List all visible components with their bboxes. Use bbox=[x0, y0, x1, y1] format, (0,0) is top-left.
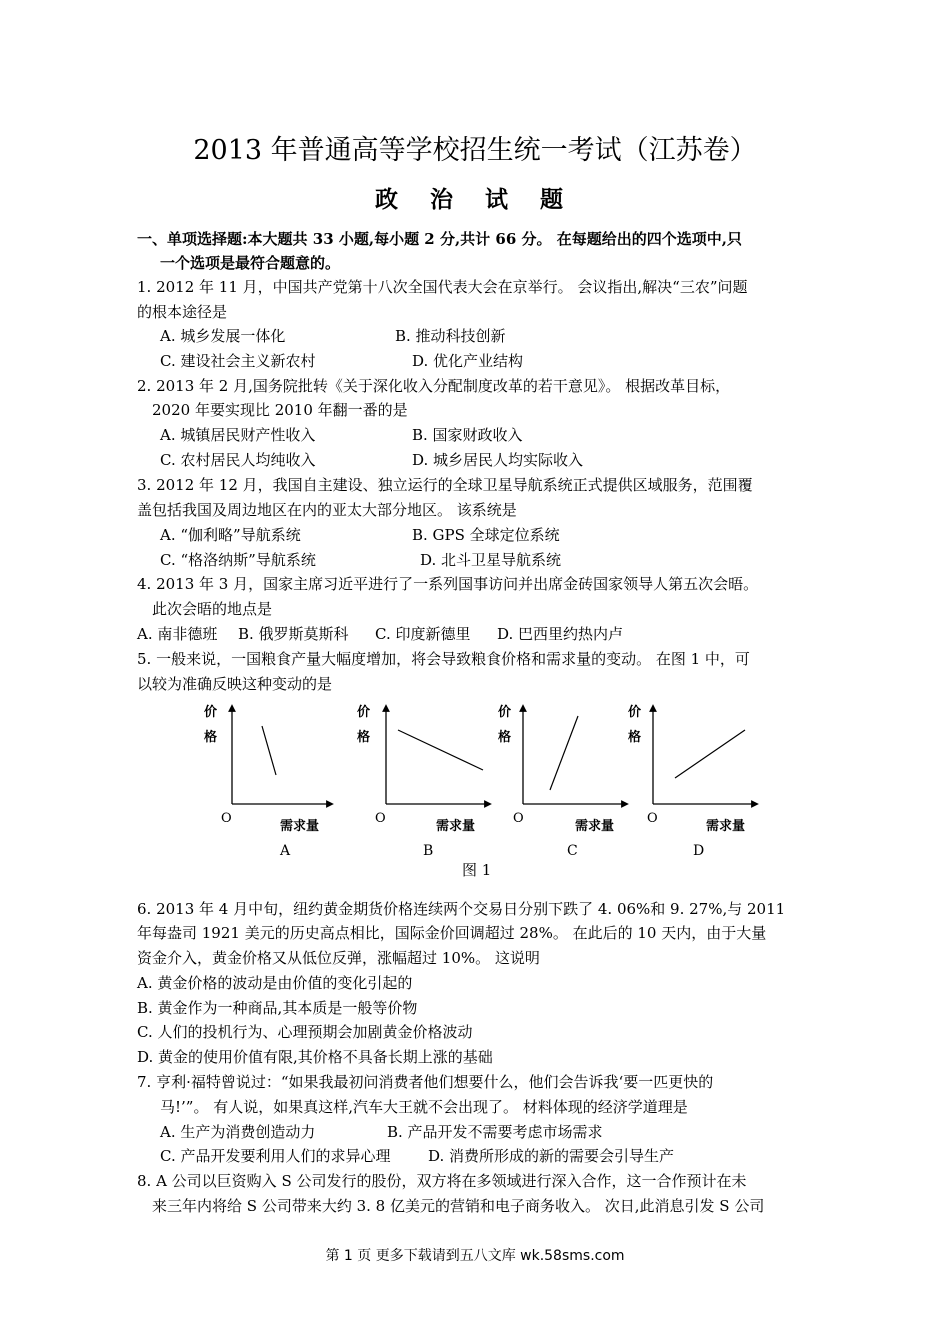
figure-caption: 图 1 bbox=[462, 861, 492, 879]
q2-option-a: A. 城镇居民财产性收入 bbox=[160, 426, 316, 444]
panel-a-curve bbox=[262, 726, 276, 775]
q3-stem: 3. 2012 年 12 月，我国自主建设、独立运行的全球卫星导航系统正式提供区域服务，范围覆 bbox=[137, 476, 753, 494]
panel-d-letter: D bbox=[693, 843, 705, 859]
exam-title: 2013 年普通高等学校招生统一考试（江苏卷） bbox=[193, 135, 757, 166]
q4-option-b: B. 俄罗斯莫斯科 bbox=[238, 625, 349, 643]
q3-option-b: B. GPS 全球定位系统 bbox=[412, 526, 560, 544]
figure-1 bbox=[190, 700, 780, 880]
q8-stem: 8. A 公司以巨资购入 S 公司发行的股份，双方将在多领域进行深入合作，这一合作预计在未 bbox=[137, 1172, 747, 1190]
panel-b-origin: O bbox=[375, 811, 386, 826]
q7-option-b: B. 产品开发不需要考虑市场需求 bbox=[387, 1123, 603, 1141]
q6-option-c: C. 人们的投机行为、心理预期会加剧黄金价格波动 bbox=[137, 1023, 473, 1041]
q1-option-a: A. 城乡发展一体化 bbox=[160, 327, 286, 345]
q6-option-b: B. 黄金作为一种商品,其本质是一般等价物 bbox=[137, 999, 418, 1017]
q6-stem: 6. 2013 年 4 月中旬，纽约黄金期货价格连续两个交易日分别下跌了 4. 06%和 9. 27%,与 2011 bbox=[137, 900, 786, 918]
q1-stem: 1. 2012 年 11 月，中国共产党第十八次全国代表大会在京举行。 会议指出,解决“三农”问题 bbox=[137, 278, 748, 296]
q7-stem-cont: 马!’”。 有人说，如果真这样,汽车大王就不会出现了。 材料体现的经济学道理是 bbox=[160, 1098, 688, 1116]
q3-option-a: A. “伽利略”导航系统 bbox=[160, 526, 301, 544]
q7-option-c: C. 产品开发要利用人们的求异心理 bbox=[160, 1147, 391, 1165]
q3-option-c: C. “格洛纳斯”导航系统 bbox=[160, 551, 316, 569]
q5-stem: 5. 一般来说，一国粮食产量大幅度增加，将会导致粮食价格和需求量的变动。 在图 1 中，可 bbox=[137, 650, 750, 668]
panel-b-y-label-1: 价 bbox=[357, 705, 371, 720]
q1-option-c: C. 建设社会主义新农村 bbox=[160, 352, 316, 370]
q4-option-a: A. 南非德班 bbox=[137, 625, 218, 643]
q4-stem-cont: 此次会晤的地点是 bbox=[152, 600, 273, 618]
exam-subtitle: 政 治 试 题 bbox=[374, 186, 576, 213]
q2-option-c: C. 农村居民人均纯收入 bbox=[160, 451, 316, 469]
q1-option-b: B. 推动科技创新 bbox=[395, 327, 506, 345]
panel-c-y-label-1: 价 bbox=[498, 705, 512, 720]
q3-stem-cont: 盖包括我国及周边地区在内的亚太大部分地区。 该系统是 bbox=[137, 501, 517, 519]
panel-a-letter: A bbox=[280, 843, 291, 859]
panel-d-x-label: 需求量 bbox=[706, 819, 746, 834]
panel-b-letter: B bbox=[423, 843, 434, 859]
page-footer: 第 1 页 更多下载请到五八文库 wk.58sms.com bbox=[325, 1248, 625, 1264]
q2-stem-cont: 2020 年要实现比 2010 年翻一番的是 bbox=[152, 401, 408, 419]
q3-option-d: D. 北斗卫星导航系统 bbox=[420, 551, 562, 569]
q6-stem-cont-2: 资金介入，黄金价格又从低位反弹，涨幅超过 10%。 这说明 bbox=[137, 949, 540, 967]
figure-panel-c bbox=[498, 704, 625, 859]
q1-option-d: D. 优化产业结构 bbox=[412, 352, 524, 370]
panel-d-y-label-2: 格 bbox=[628, 730, 642, 745]
panel-a-origin: O bbox=[221, 811, 232, 826]
section-heading: 一、单项选择题:本大题共 33 小题,每小题 2 分,共计 66 分。 在每题给出的四个选项中,只 bbox=[137, 230, 742, 248]
q6-option-a: A. 黄金价格的波动是由价值的变化引起的 bbox=[137, 974, 413, 992]
panel-a-y-label-2: 格 bbox=[204, 730, 218, 745]
section-heading-cont: 一个选项是最符合题意的。 bbox=[160, 254, 341, 272]
q4-stem: 4. 2013 年 3 月，国家主席习近平进行了一系列国事访问并出席金砖国家领导人第五次会晤。 bbox=[137, 575, 759, 593]
panel-a-x-label: 需求量 bbox=[280, 819, 320, 834]
panel-b-y-label-2: 格 bbox=[357, 730, 371, 745]
panel-d-origin: O bbox=[647, 811, 658, 826]
panel-c-curve bbox=[550, 716, 578, 790]
q7-stem: 7. 亨利·福特曾说过：“如果我最初问消费者他们想要什么，他们会告诉我‘要一匹更快的 bbox=[137, 1073, 714, 1091]
q8-stem-cont: 来三年内将给 S 公司带来大约 3. 8 亿美元的营销和电子商务收入。 次日,此消息引发 S 公司 bbox=[152, 1197, 765, 1215]
q2-option-b: B. 国家财政收入 bbox=[412, 426, 523, 444]
figure-panel-d bbox=[628, 704, 755, 859]
panel-c-y-label-2: 格 bbox=[498, 730, 512, 745]
q7-option-d: D. 消费所形成的新的需要会引导生产 bbox=[428, 1147, 675, 1165]
panel-b-curve bbox=[398, 730, 483, 770]
figure-panel-a bbox=[204, 704, 330, 859]
q2-option-d: D. 城乡居民人均实际收入 bbox=[412, 451, 584, 469]
q5-stem-cont: 以较为准确反映这种变动的是 bbox=[137, 675, 333, 693]
panel-d-y-label-1: 价 bbox=[628, 705, 642, 720]
q1-stem-cont: 的根本途径是 bbox=[137, 303, 228, 321]
q2-stem: 2. 2013 年 2 月,国务院批转《关于深化收入分配制度改革的若干意见》。 根据改革目标， bbox=[137, 377, 731, 395]
q4-option-c: C. 印度新德里 bbox=[375, 625, 471, 643]
q6-stem-cont-1: 年每盎司 1921 美元的历史高点相比，国际金价回调超过 28%。 在此后的 10 天内，由于大量 bbox=[137, 924, 767, 942]
q4-option-d: D. 巴西里约热内卢 bbox=[497, 625, 624, 643]
panel-a-y-label-1: 价 bbox=[204, 705, 218, 720]
panel-c-x-label: 需求量 bbox=[575, 819, 615, 834]
panel-d-curve bbox=[675, 730, 745, 778]
panel-c-origin: O bbox=[513, 811, 524, 826]
panel-c-letter: C bbox=[567, 843, 578, 859]
figure-panel-b bbox=[357, 704, 488, 859]
q6-option-d: D. 黄金的使用价值有限,其价格不具备长期上涨的基础 bbox=[137, 1048, 493, 1066]
panel-b-x-label: 需求量 bbox=[436, 819, 476, 834]
q7-option-a: A. 生产为消费创造动力 bbox=[160, 1123, 316, 1141]
